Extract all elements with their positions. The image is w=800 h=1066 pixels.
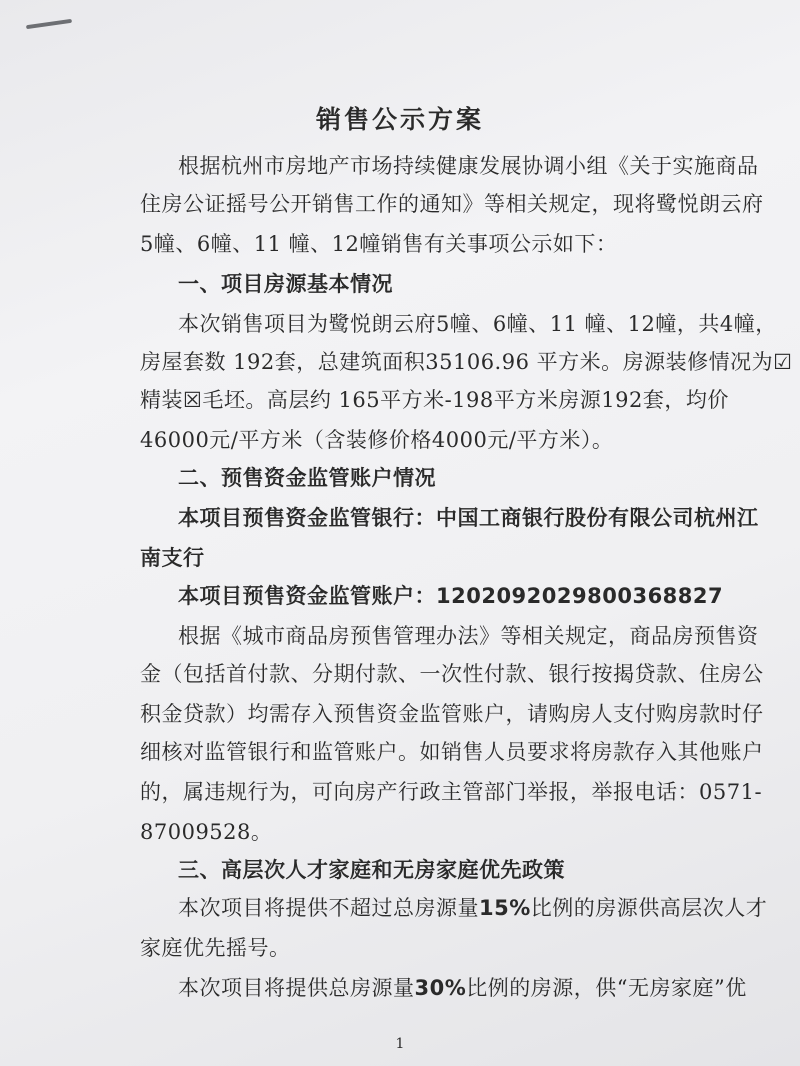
page-number: 1 <box>395 1036 405 1052</box>
section1-heading: 一、项目房源基本情况 <box>178 272 393 296</box>
section3-p2-percent: 30% <box>414 976 467 1000</box>
section2-para-line-3: 积金贷款）均需存入预售资金监管账户，请购房人支付购房款时仔 <box>140 702 764 726</box>
section1-line-2: 房屋套数 192套，总建筑面积35106.96 平方米。房源装修情况为☑ <box>140 350 793 374</box>
section2-para-line-2: 金（包括首付款、分期付款、一次性付款、银行按揭贷款、住房公 <box>140 662 764 686</box>
bank-line-1: 本项目预售资金监管银行：中国工商银行股份有限公司杭州江 <box>178 506 759 530</box>
section1-line-1: 本次销售项目为鹭悦朗云府5幢、6幢、11 幢、12幢，共4幢， <box>178 312 777 336</box>
document-title: 销售公示方案 <box>315 105 484 134</box>
section2-para-line-6: 87009528。 <box>140 820 273 844</box>
section3-para-1-line-1 <box>178 892 767 922</box>
section1-line-4: 46000元/平方米（含装修价格4000元/平方米）。 <box>140 428 614 452</box>
section3-para-2-line-1 <box>178 972 747 1002</box>
section2-para-line-4: 细核对监管银行和监管账户。如销售人员要求将房款存入其他账户 <box>140 740 764 764</box>
section3-para-1-line-2: 家庭优先摇号。 <box>140 936 291 960</box>
section3-p2-before: 本次项目将提供总房源量 <box>178 976 415 1000</box>
section3-p1-after: 比例的房源供高层次人才 <box>530 896 768 920</box>
section3-p1-before: 本次项目将提供不超过总房源量 <box>178 896 479 920</box>
section3-p2-after: 比例的房源，供“无房家庭”优 <box>466 976 747 1000</box>
intro-line-3: 5幢、6幢、11 幢、12幢销售有关事项公示如下： <box>140 232 618 256</box>
section1-line-3: 精装☒毛坯。高层约 165平方米-198平方米房源192套，均价 <box>140 388 729 412</box>
section2-heading: 二、预售资金监管账户情况 <box>178 466 436 490</box>
section3-heading: 三、高层次人才家庭和无房家庭优先政策 <box>178 858 565 882</box>
account-line: 本项目预售资金监管账户：1202092029800368827 <box>178 584 724 608</box>
section3-p1-percent: 15% <box>479 896 531 920</box>
intro-line-2: 住房公证摇号公开销售工作的通知》等相关规定，现将鹭悦朗云府 <box>140 192 764 216</box>
staple-mark <box>26 19 72 29</box>
section2-para-line-5: 的，属违规行为，可向房产行政主管部门举报，举报电话：0571- <box>140 780 763 804</box>
bank-line-2: 南支行 <box>140 546 205 570</box>
section2-para-line-1: 根据《城市商品房预售管理办法》等相关规定，商品房预售资 <box>178 624 759 648</box>
intro-line-1: 根据杭州市房地产市场持续健康发展协调小组《关于实施商品 <box>178 154 759 178</box>
